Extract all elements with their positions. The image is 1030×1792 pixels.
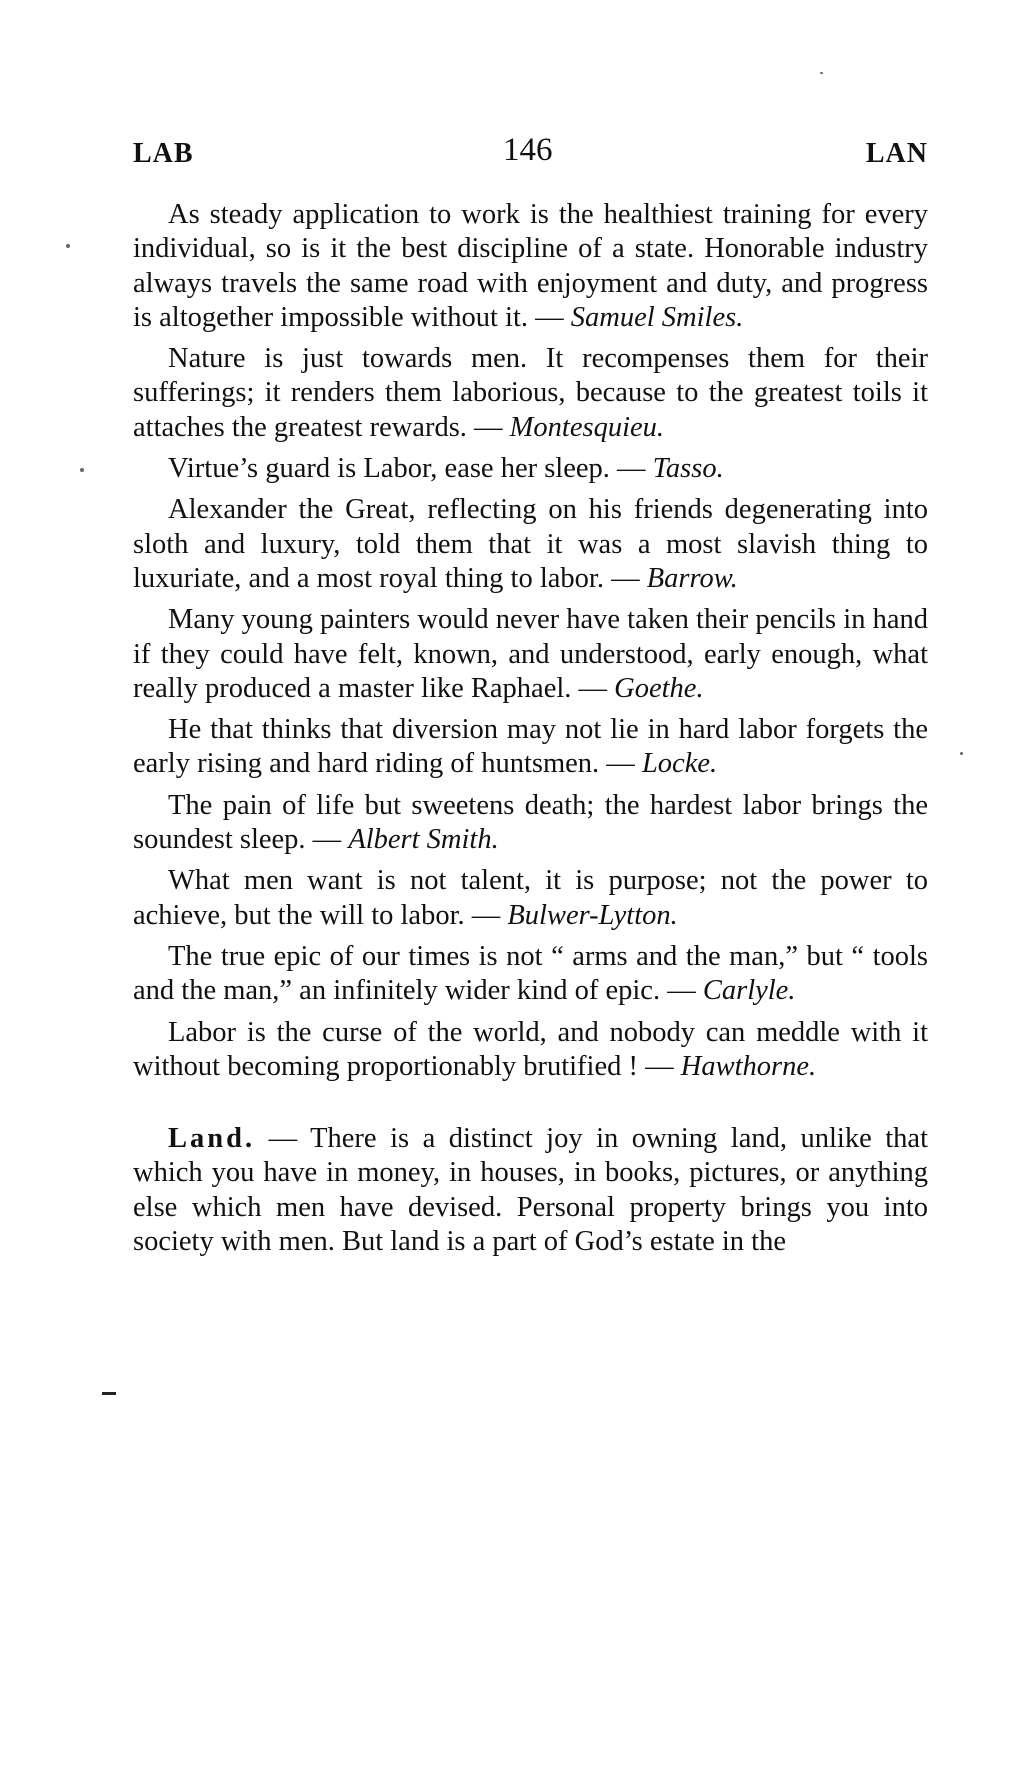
print-speck [66, 244, 70, 248]
quotation-paragraph [133, 789, 928, 858]
margin-dash-mark [102, 1392, 116, 1395]
quotation-text: As steady application to work is the healthiest training for every individual, so is it the best discipline of a state. Honorable industry always travels the same road with enjoyment and duty, and progress is altogether impossible without it. — [133, 199, 928, 333]
quotation-paragraph [133, 940, 928, 1009]
quotation-paragraph [133, 198, 928, 335]
entry-text: — There is a distinct joy in owning land, unlike that which you have in money, in houses, in books, pictures, or anything else which men have devised. Personal property brings you into society with men. But land is a part of God’s estate in the [133, 1123, 928, 1258]
quotation-author: Albert Smith. [348, 824, 499, 856]
quotation-body [133, 198, 928, 1266]
quotation-paragraph [133, 864, 928, 933]
quotation-text: Labor is the curse of the world, and nobody can meddle with it without becoming proportionably brutified ! — [133, 1016, 928, 1082]
quotation-author: Goethe. [614, 672, 704, 704]
quotation-paragraph [133, 452, 928, 486]
quotation-paragraph [133, 1016, 928, 1085]
running-head [133, 132, 928, 172]
quotation-author: Bulwer-Lytton. [507, 899, 678, 931]
quotation-text: He that thinks that diversion may not lie in hard labor forgets the early rising and hard riding of huntsmen. — [133, 714, 928, 780]
quotation-paragraph [133, 493, 928, 596]
print-speck [960, 752, 963, 755]
quotation-text: Many young painters would never have taken their pencils in hand if they could have felt, known, and understood, early enough, what really produced a master like Raphael. — [133, 604, 928, 704]
quotation-author: Carlyle. [702, 975, 796, 1007]
quotation-text: Alexander the Great, reflecting on his friends degenerating into sloth and luxury, told them that it was a most slavish thing to luxuriate, and a most royal thing to labor. — [133, 494, 928, 594]
left-guide-word: LAB [133, 138, 194, 169]
quotation-paragraph [133, 342, 928, 445]
quotation-author: Samuel Smiles. [570, 301, 744, 333]
quotation-paragraph [133, 713, 928, 782]
quotation-author: Locke. [641, 748, 718, 780]
quotation-author: Hawthorne. [680, 1050, 817, 1082]
quotation-author: Montesquieu. [509, 411, 665, 443]
quotation-text: Virtue’s guard is Labor, ease her sleep. — [168, 453, 653, 485]
quotation-text: The true epic of our times is not “ arms and the man,” but “ tools and the man,” an infinitely wider kind of epic. — [133, 940, 928, 1007]
quotation-text: What men want is not talent, it is purpose; not the power to achieve, but the will to labor. — [133, 865, 928, 931]
land-entry [133, 1122, 928, 1259]
print-speck [820, 72, 823, 74]
entry-headword: Land. [168, 1123, 256, 1155]
right-guide-word: LAN [865, 138, 928, 169]
quotation-text: The pain of life but sweetens death; the hardest labor brings the soundest sleep. — [133, 789, 928, 856]
quotation-paragraph [133, 603, 928, 706]
print-speck [80, 468, 84, 472]
quotation-text: Nature is just towards men. It recompenses them for their sufferings; it renders them laborious, because to the greatest toils it attaches the greatest rewards. — [133, 343, 928, 443]
page-number: 146 [503, 132, 553, 168]
quotation-author: Barrow. [646, 562, 738, 594]
quotation-author: Tasso. [652, 453, 724, 485]
